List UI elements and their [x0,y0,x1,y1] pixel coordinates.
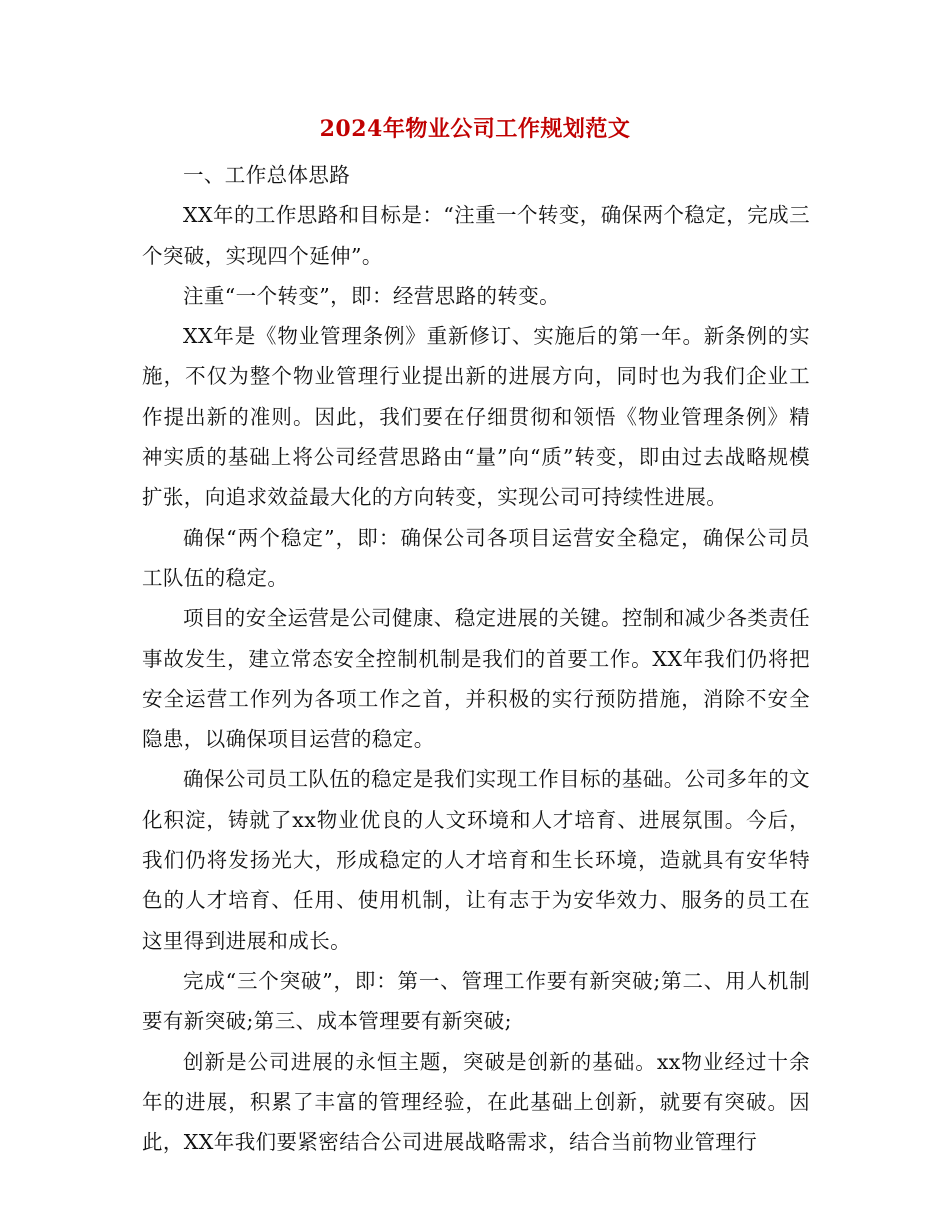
paragraph: 注重“一个转变”，即：经营思路的转变。 [183,283,561,308]
paragraph: 创新是公司进展的永恒主题，突破是创新的基础。xx物业经过十余年的进展，积累了丰富的管理经验，在此基础上创新，就要有突破。因此，XX年我们要紧密结合公司进展战略需求，结合当前物业管理行 [142,1049,810,1155]
paragraph: 完成“三个突破”，即：第一、管理工作要有新突破;第二、用人机制要有新突破;第三、成本管理要有新突破; [142,968,810,1034]
paragraph: 项目的安全运营是公司健康、稳定进展的关键。控制和减少各类责任事故发生，建立常态安全控制机制是我们的首要工作。XX年我们仍将把安全运营工作列为各项工作之首，并积极的实行预防措施，消除不安全隐患，以确保项目运营的稳定。 [142,606,810,752]
paragraph: 确保公司员工队伍的稳定是我们实现工作目标的基础。公司多年的文化积淀，铸就了xx物业优良的人文环境和人才培育、进展氛围。今后，我们仍将发扬光大，形成稳定的人才培育和生长环境，造就具有安华特色的人才培育、任用、使用机制，让有志于为安华效力、服务的员工在这里得到进展和成长。 [142,767,810,953]
section-heading: 一、工作总体思路 [183,163,351,187]
document-body [142,155,810,1162]
document-title: 2024年物业公司工作规划范文 [319,116,631,142]
paragraph: XX年是《物业管理条例》重新修订、实施后的第一年。新条例的实施，不仅为整个物业管理行业提出新的进展方向，同时也为我们企业工作提出新的准则。因此，我们要在仔细贯彻和领悟《物业管理条例》精神实质的基础上将公司经营思路由“量”向“质”转变，即由过去战略规模扩张，向追求效益最大化的方向转变，实现公司可持续性进展。 [142,324,810,510]
paragraph: XX年的工作思路和目标是：“注重一个转变，确保两个稳定，完成三个突破，实现四个延伸”。 [142,203,810,268]
paragraph: 确保“两个稳定”，即：确保公司各项目运营安全稳定，确保公司员工队伍的稳定。 [142,525,810,590]
